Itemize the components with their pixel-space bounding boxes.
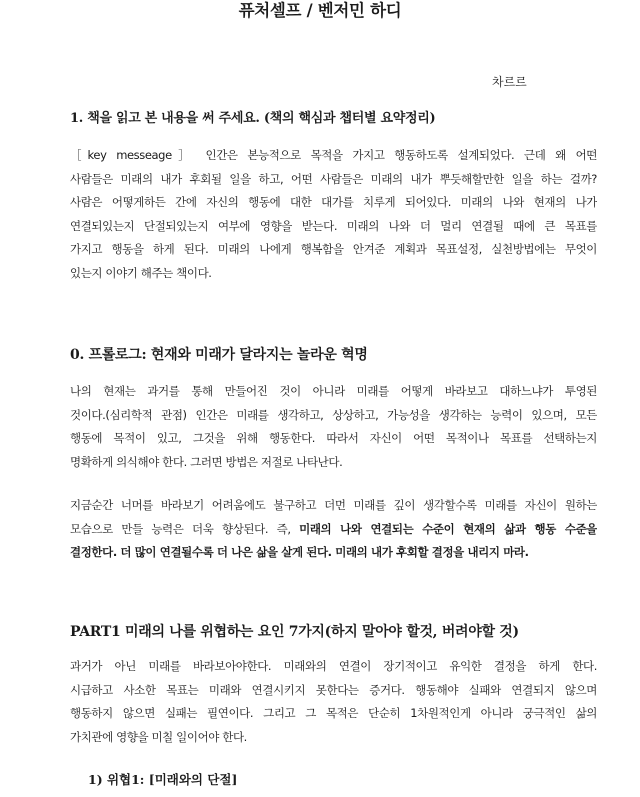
paragraph-line: 결정한다. 더 많이 연결될수록 더 나은 삶을 살게 된다. 미래의 내가 후회할 결정을 내리지 마라. (70, 545, 529, 559)
paragraph-line: 시급하고 사소한 목표는 미래와 연결시키지 못한다는 증거다. 행동해야 실패와 연결되지 않으며 (70, 682, 597, 697)
emphasis-text: 미래의 나와 연결되는 수준이 현재의 삶과 행동 수준을 (299, 521, 597, 536)
paragraph-line: 명확하게 의식해야 한다. 그러면 방법은 저절로 나타난다. (70, 454, 343, 469)
paragraph-line: 과거가 아닌 미래를 바라보아야한다. 미래와의 연결이 장기적이고 유익한 결정을 하게 한다. (70, 659, 597, 673)
section2-paragraph-2 (70, 494, 597, 565)
list-item-threat-1: 1) 위협1: [미래와의 단절] (88, 772, 238, 787)
plain-text: 모습으로 만들 능력은 더욱 향상된다. 즉, (70, 521, 300, 536)
document-title: 퓨처셀프 / 벤저민 하디 (238, 1, 402, 20)
paragraph-line: 것이다.(심리학적 관점) 인간은 미래를 생각하고, 상상하고, 가능성을 생각하는 능력이 있으며, 모든 (70, 407, 597, 422)
section1-paragraph (70, 144, 597, 285)
section3-paragraph (70, 655, 597, 749)
section1-heading: 1. 책을 읽고 본 내용을 써 주세요. (책의 핵심과 챕터별 요약정리) (70, 111, 436, 126)
paragraph-line: 나의 현재는 과거를 통해 만들어진 것이 아니라 미래를 어떻게 바라보고 대하느냐가 투영된 (70, 384, 597, 398)
section3-heading: PART1 미래의 나를 위협하는 요인 7가지(하지 말아야 할것, 버려야할 것) (70, 624, 519, 640)
paragraph-line: 지금순간 너머를 바라보기 어려움에도 불구하고 더먼 미래를 깊이 생각할수록 미래를 자신이 원하는 (70, 498, 597, 512)
paragraph-line: 사람들은 미래의 내가 후회될 일을 하고, 어떤 사람들은 미래의 내가 뿌듯해할만한 일을 하는 걸까? (70, 171, 597, 186)
author-name: 차르르 (492, 75, 527, 89)
paragraph-line: 연결되있는지 단절되있는지 여부에 영향을 받는다. 미래의 나와 더 멀리 연결될 때에 큰 목표를 (70, 218, 597, 233)
paragraph-line: 가치관에 영향을 미칠 일이어야 한다. (70, 729, 247, 744)
paragraph-line: 사람은 어떻게하든 간에 자신의 행동에 대한 대가를 치루게 되어있다. 미래의 나와 현재의 나가 (70, 195, 597, 209)
paragraph-line: 행동에 목적이 있고, 그것을 위해 행동한다. 따라서 자신이 어떤 목적이나 목표를 선택하는지 (70, 431, 597, 445)
paragraph-line: ［key messeage］ 인간은 본능적으로 목적을 가지고 행동하도록 설계되었다. 근데 왜 어떤 (70, 148, 597, 162)
paragraph-line: 행동하지 않으면 실패는 필연이다. 그리고 그 목적은 단순히 1차원적인게 아니라 궁극적인 삶의 (70, 706, 597, 720)
section2-paragraph-1 (70, 380, 597, 474)
paragraph-line: 있는지 이야기 해주는 책이다. (70, 265, 212, 280)
section2-heading: 0. 프롤로그: 현재와 미래가 달라지는 놀라운 혁명 (70, 347, 368, 363)
paragraph-line (70, 518, 597, 542)
paragraph-line: 가지고 행동을 하게 된다. 미래의 나에게 행복함을 안겨준 계획과 목표설정, 실천방법에는 무엇이 (70, 242, 597, 256)
